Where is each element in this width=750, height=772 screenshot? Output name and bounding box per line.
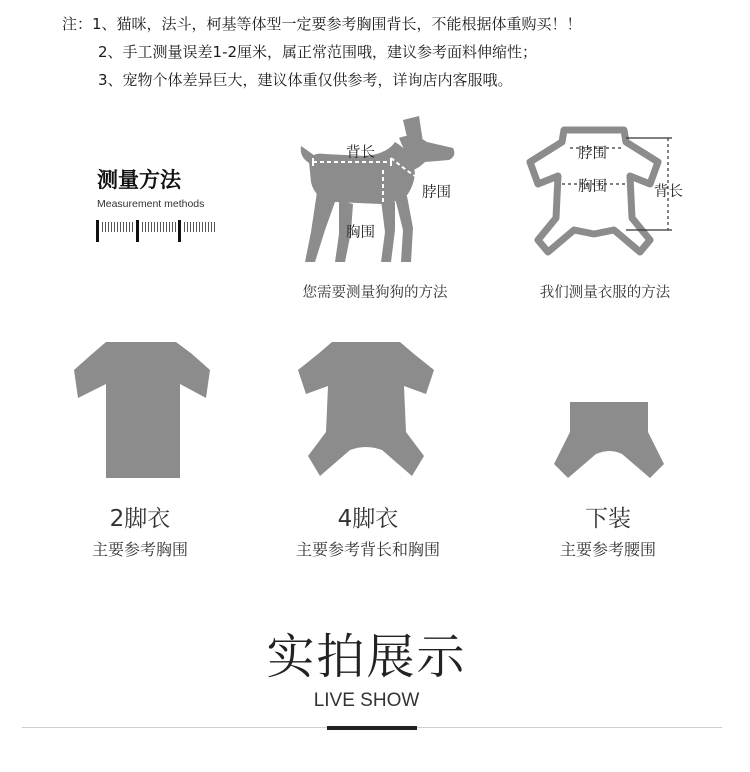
garment-four-leg-name: 4脚衣 — [337, 506, 399, 532]
pants-garment-icon — [552, 402, 667, 482]
live-show-title: 实拍展示 — [266, 629, 467, 685]
four-leg-garment-icon — [296, 340, 436, 480]
dog-caption: 您需要测量狗狗的方法 — [302, 285, 448, 301]
dog-back-label: 背长 — [346, 145, 375, 161]
note-line-3: 3、宠物个体差异巨大，建议体重仅供参考，详询店内客服哦。 — [98, 71, 513, 89]
note-line-2: 2、手工测量误差1-2厘米，属正常范围哦，建议参考面料伸缩性； — [98, 43, 538, 61]
section-divider-accent — [327, 726, 417, 730]
note-line-1: 注：1、猫咪，法斗，柯基等体型一定要参考胸围背长，不能根据体重购买！！ — [62, 15, 582, 33]
clothes-neck-label: 脖围 — [578, 146, 607, 162]
garment-two-leg-name: 2脚衣 — [109, 506, 171, 532]
method-subtitle: Measurement methods — [97, 198, 205, 210]
ruler-icon — [96, 218, 218, 246]
method-title: 测量方法 — [97, 168, 181, 192]
live-show-subtitle: LIVE SHOW — [313, 690, 420, 711]
dog-neck-label: 脖围 — [422, 185, 451, 201]
garment-two-leg-desc: 主要参考胸围 — [91, 540, 188, 559]
garment-four-leg-desc: 主要参考背长和胸围 — [295, 540, 440, 559]
clothes-back-label: 背长 — [654, 184, 683, 200]
garment-pants-desc: 主要参考腰围 — [559, 540, 656, 559]
clothes-caption: 我们测量衣服的方法 — [539, 285, 671, 301]
two-leg-garment-icon — [72, 340, 212, 480]
garment-pants-name: 下装 — [585, 506, 631, 532]
dog-chest-label: 胸围 — [346, 225, 375, 241]
size-notes — [62, 10, 582, 94]
clothes-chest-label: 胸围 — [578, 179, 607, 195]
